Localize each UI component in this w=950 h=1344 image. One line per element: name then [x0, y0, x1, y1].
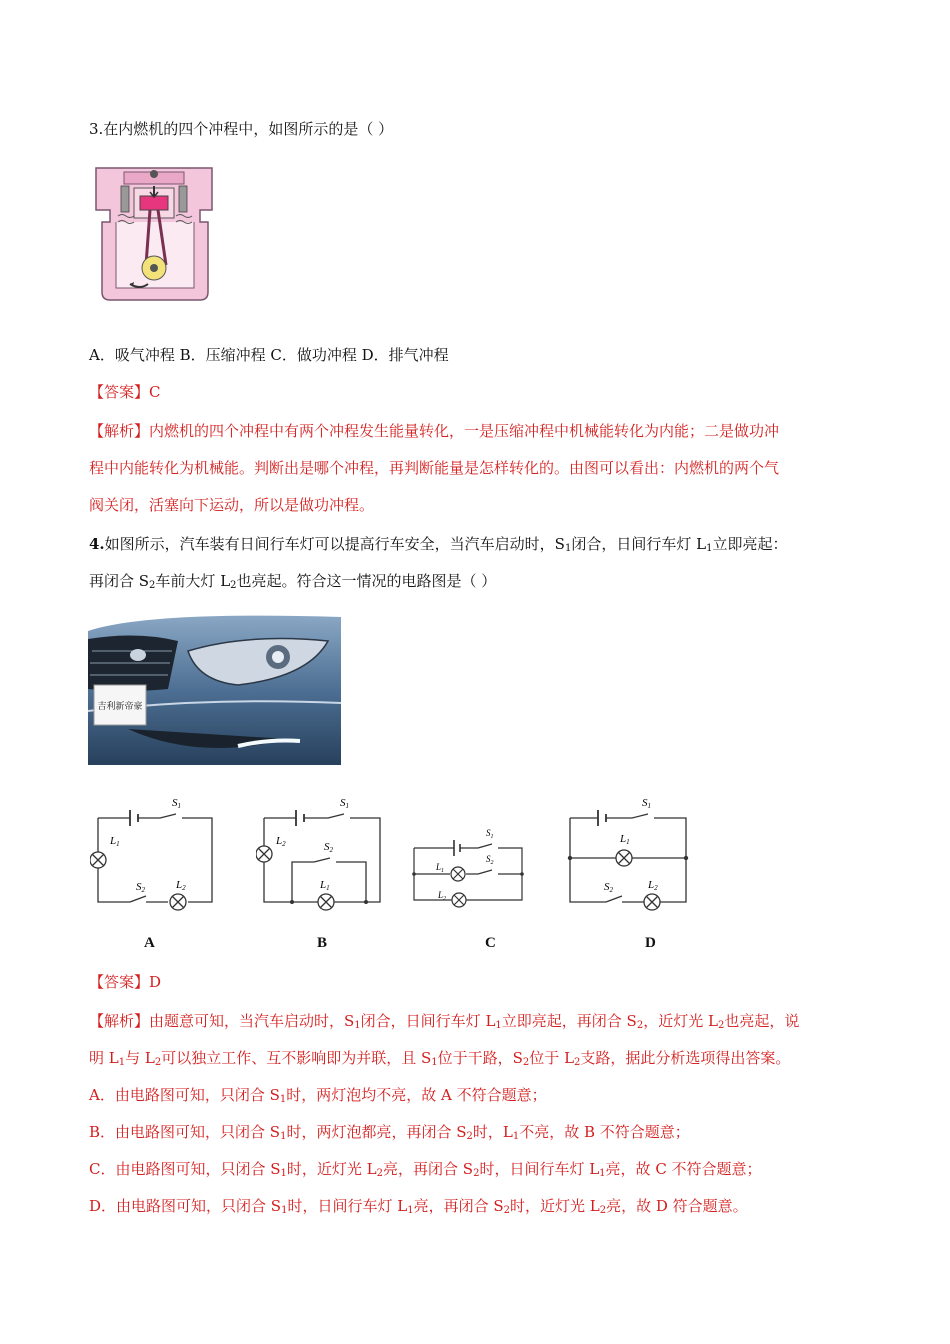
subscript: 1 [706, 543, 713, 554]
q3-analysis-line-2: 程中内能转化为机械能。判断出是哪个冲程，再判断能量是怎样转化的。由图可以看出：内燃机的两个气 [89, 459, 780, 477]
label-s2: S2 [136, 881, 145, 894]
label-s1: S1 [172, 797, 181, 810]
text: 时，L [472, 1123, 513, 1141]
text: 明 L [89, 1049, 119, 1067]
label-s1: S1 [340, 797, 349, 810]
text: 时，日间行车灯 L [479, 1160, 600, 1178]
text: 闭合，日间行车灯 L [360, 1012, 496, 1030]
subscript: 1 [512, 1131, 520, 1142]
subscript: 1 [279, 1094, 287, 1105]
label-s2: S2 [324, 841, 333, 854]
circuit-label-c: C [485, 935, 496, 951]
stem-text: 闭合，日间行车灯 L [571, 535, 707, 553]
q3-analysis-line-1 [89, 420, 779, 442]
text: 与 L [125, 1049, 155, 1067]
subscript: 2 [473, 1168, 480, 1179]
label-s2: S2 [604, 881, 613, 894]
subscript: 2 [503, 1205, 510, 1216]
text: 由题意可知，当汽车启动时，S [149, 1012, 355, 1030]
subscript: 1 [564, 543, 572, 554]
label-s1: $S_1$ [486, 828, 494, 840]
text: 亮，再闭合 S [383, 1160, 474, 1178]
label-l1: L1 [620, 833, 630, 846]
circuit-label-a: A [144, 935, 155, 951]
text: B．由电路图可知，只闭合 S [89, 1123, 281, 1141]
analysis-tag: 【解析】 [89, 1012, 150, 1030]
text: D．由电路图可知，只闭合 S [89, 1197, 282, 1215]
circuit-c [408, 820, 530, 916]
q4-option-d-analysis [89, 1195, 748, 1217]
stem-text: 如图所示，汽车装有日间行车灯可以提高行车安全，当汽车启动时，S [104, 535, 565, 553]
circuit-b [256, 792, 386, 914]
subscript: 2 [376, 1168, 384, 1179]
label-s1: S1 [642, 797, 651, 810]
answer-tag: 【答案】 [89, 973, 150, 991]
text: 亮，再闭合 S [413, 1197, 504, 1215]
answer-value: C [149, 383, 161, 401]
text: C．由电路图可知，只闭合 S [89, 1160, 281, 1178]
q3-analysis-line-3: 阀关闭，活塞向下运动，所以是做功冲程。 [89, 496, 375, 514]
subscript: 1 [431, 1057, 438, 1068]
stem-text: 也亮起。符合这一情况的电路图是（ ） [236, 572, 497, 590]
circuit-d [562, 792, 692, 914]
text: 也亮起，说 [724, 1012, 800, 1030]
car-badge: 吉利新帝豪 [97, 702, 143, 712]
q4-number: 4. [89, 535, 105, 553]
text: 时，日间行车灯 L [287, 1197, 408, 1215]
q4-analysis-line-2 [89, 1047, 790, 1069]
subscript: 1 [280, 1168, 287, 1179]
text: 立即亮起，再闭合 S [501, 1012, 637, 1030]
label-l1: L1 [320, 879, 330, 892]
q3-stem: 3.在内燃机的四个冲程中，如图所示的是（ ） [89, 120, 394, 138]
subscript: 1 [354, 1020, 361, 1031]
analysis-text: 内燃机的四个冲程中有两个冲程发生能量转化，一是压缩冲程中机械能转化为内能；二是做功冲 [149, 422, 780, 440]
q4-stem-line-1 [89, 533, 787, 555]
label-l2: $L_2$ [438, 890, 447, 902]
subscript: 2 [522, 1057, 530, 1068]
text: 时，两灯泡都亮，再闭合 S [286, 1123, 467, 1141]
analysis-tag: 【解析】 [89, 422, 150, 440]
q4-option-c-analysis [89, 1158, 762, 1180]
text: 亮，故 D 符合题意。 [606, 1197, 748, 1215]
subscript: 2 [466, 1131, 473, 1142]
text: 不亮，故 B 不符合题意； [519, 1123, 690, 1141]
stem-text: 车前大灯 L [155, 572, 231, 590]
stem-text: 立即亮起： [712, 535, 788, 553]
circuit-a [90, 792, 216, 914]
subscript: 2 [149, 580, 156, 591]
q4-analysis-line-1 [89, 1010, 799, 1032]
subscript: 2 [599, 1205, 607, 1216]
text: 位于干路，S [437, 1049, 523, 1067]
text: 时，两灯泡均不亮，故 A 不符合题意； [286, 1086, 547, 1104]
label-l1: L1 [110, 835, 120, 848]
subscript: 1 [599, 1168, 606, 1179]
car-photo [88, 611, 341, 765]
subscript: 2 [636, 1020, 644, 1031]
subscript: 1 [407, 1205, 414, 1216]
label-l2: L2 [648, 879, 658, 892]
label-l2: L2 [276, 835, 286, 848]
engine-figure [88, 160, 223, 302]
q4-option-b-analysis [89, 1121, 690, 1143]
text: 亮，故 C 不符合题意； [605, 1160, 762, 1178]
text: 时，近灯光 L [286, 1160, 377, 1178]
text: A．由电路图可知，只闭合 S [89, 1086, 280, 1104]
circuit-label-b: B [317, 935, 328, 951]
label-s2: $S_2$ [486, 854, 494, 866]
q4-option-a-analysis [89, 1084, 547, 1106]
q4-answer [89, 971, 161, 993]
subscript: 2 [574, 1057, 581, 1068]
text: 支路，据此分析选项得出答案。 [580, 1049, 791, 1067]
text: 时，近灯光 L [509, 1197, 600, 1215]
answer-value: D [149, 973, 162, 991]
q3-options: A．吸气冲程 B．压缩冲程 C．做功冲程 D．排气冲程 [89, 346, 449, 364]
subscript: 2 [230, 580, 237, 591]
answer-tag: 【答案】 [89, 383, 150, 401]
subscript: 1 [280, 1131, 287, 1142]
text: 位于 L [529, 1049, 575, 1067]
q4-stem-line-2 [89, 570, 496, 592]
subscript: 1 [118, 1057, 126, 1068]
q3-answer [89, 381, 161, 403]
text: 可以独立工作、互不影响即为并联，且 S [161, 1049, 432, 1067]
label-l2: L2 [176, 879, 186, 892]
subscript: 2 [154, 1057, 162, 1068]
subscript: 1 [495, 1020, 502, 1031]
subscript: 2 [717, 1020, 725, 1031]
stem-text: 再闭合 S [89, 572, 150, 590]
circuit-label-d: D [645, 935, 656, 951]
text: ，近灯光 L [643, 1012, 718, 1030]
subscript: 1 [281, 1205, 288, 1216]
label-l1: $L_1$ [436, 862, 445, 874]
